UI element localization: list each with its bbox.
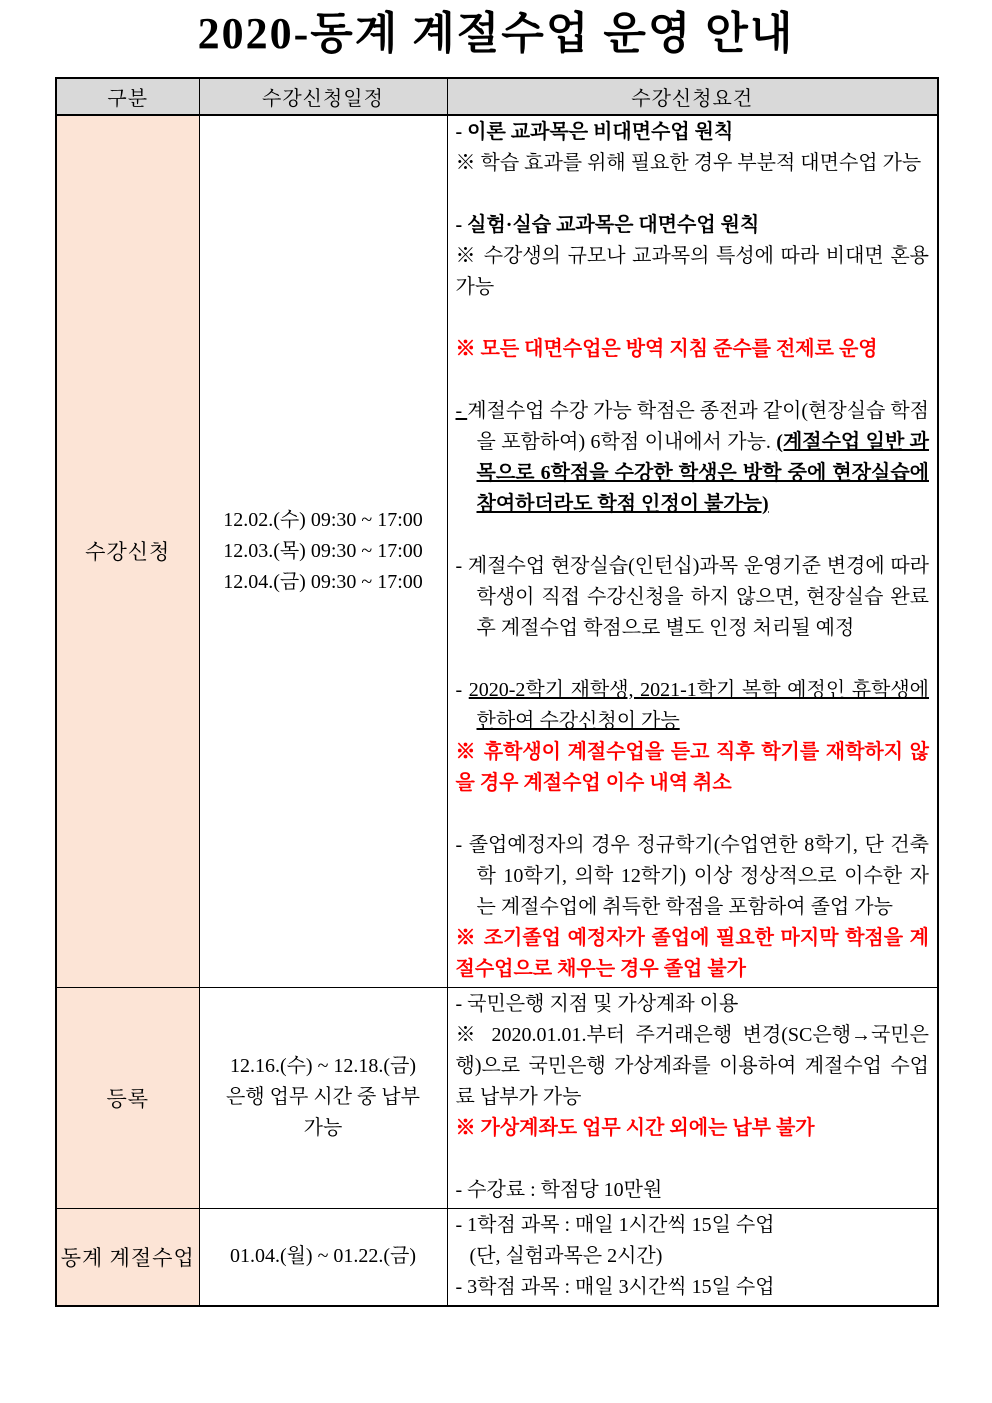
text-segment: (계절수업 일반 과목으로 6학점을 수강한 학생은 방학 중에 현장실습에 참여하더라도 학점 인정이 불가능) <box>476 430 929 515</box>
schedule-line: 12.02.(수) 09:30 ~ 17:00 <box>223 508 423 531</box>
text-segment: 2020-2학기 재학생, 2021-1학기 복학 예정인 휴학생에 한하여 수강신청이 가능 <box>468 678 929 732</box>
requirement-paragraph <box>456 241 930 303</box>
text-segment: - 실험·실습 교과목은 대면수업 원칙 <box>455 213 760 236</box>
text-segment: - 이론 교과목은 비대면수업 원칙 <box>455 120 734 143</box>
requirement-paragraph <box>456 1241 930 1272</box>
table-body <box>56 115 938 1306</box>
schedule-cell <box>199 115 447 988</box>
schedule-line: 12.16.(수) ~ 12.18.(금) <box>229 1055 417 1078</box>
text-segment: - 1학점 과목 : 매일 1시간씩 15일 수업 <box>455 1213 775 1236</box>
requirement-paragraph <box>456 830 930 923</box>
requirement-paragraph <box>456 1020 930 1113</box>
text-segment: - 졸업예정자의 경우 정규학기(수업연한 8학기, 단 건축학 10학기, 의학 12학기) 이상 정상적으로 이수한 자는 계절수업에 취득한 학점을 포함하여 졸업 가능 <box>455 833 929 918</box>
requirements-cell <box>447 1208 938 1306</box>
requirement-paragraph <box>456 117 930 148</box>
col-header-category: 구분 <box>56 78 199 115</box>
table-row <box>56 1208 938 1306</box>
text-segment: ※ 조기졸업 예정자가 졸업에 필요한 마지막 학점을 계절수업으로 채우는 경우 졸업 불가 <box>455 926 929 980</box>
winter-session-table <box>55 77 939 1307</box>
requirement-paragraph <box>456 737 930 799</box>
category-cell: 등록 <box>56 987 199 1208</box>
text-segment: - 계절수업 현장실습(인턴십)과목 운영기준 변경에 따라 학생이 직접 수강신청을 하지 않으면, 현장실습 완료 후 계절수업 학점으로 별도 인정 처리될 예정 <box>455 554 929 639</box>
requirement-paragraph <box>456 1272 930 1303</box>
paragraph-spacer <box>456 1144 930 1175</box>
requirement-paragraph <box>456 1175 930 1206</box>
text-segment: ※ 2020.01.01.부터 주거래은행 변경(SC은행→국민은행)으로 국민은행 가상계좌를 이용하여 계절수업 수업료 납부가 가능 <box>455 1023 929 1108</box>
paragraph-spacer <box>456 303 930 334</box>
paragraph-spacer <box>456 799 930 830</box>
table-row <box>56 987 938 1208</box>
schedule-line: 12.04.(금) 09:30 ~ 17:00 <box>223 570 423 593</box>
col-header-requirements: 수강신청요건 <box>447 78 938 115</box>
requirement-paragraph <box>456 551 930 644</box>
schedule-cell <box>199 1208 447 1306</box>
requirement-paragraph <box>456 923 930 985</box>
text-segment: 계절수업 수강 가능 학점은 종전과 같이(현장실습 학점을 포함하여) 6학점 이내에서 가능. <box>467 399 929 453</box>
requirement-paragraph <box>456 148 930 179</box>
requirement-paragraph <box>456 675 930 737</box>
header-row <box>56 78 938 115</box>
schedule-line: 가능 <box>303 1117 343 1140</box>
paragraph-spacer <box>456 644 930 675</box>
text-segment: - <box>455 678 469 701</box>
requirement-paragraph <box>456 989 930 1020</box>
table-row <box>56 115 938 988</box>
text-segment: - <box>455 399 468 422</box>
text-segment: ※ 모든 대면수업은 방역 지침 준수를 전제로 운영 <box>455 337 878 360</box>
requirements-cell <box>447 115 938 988</box>
requirement-paragraph <box>456 396 930 520</box>
text-segment: (단, 실험과목은 2시간) <box>469 1244 663 1267</box>
text-segment: ※ 휴학생이 계절수업을 듣고 직후 학기를 재학하지 않을 경우 계절수업 이수 내역 취소 <box>455 740 929 794</box>
requirement-paragraph <box>456 1210 930 1241</box>
schedule-line: 01.04.(월) ~ 01.22.(금) <box>229 1245 417 1268</box>
text-segment: ※ 가상계좌도 업무 시간 외에는 납부 불가 <box>455 1116 815 1139</box>
text-segment: ※ 수강생의 규모나 교과목의 특성에 따라 비대면 혼용 가능 <box>455 244 929 298</box>
col-header-schedule: 수강신청일정 <box>199 78 447 115</box>
paragraph-spacer <box>456 520 930 551</box>
paragraph-spacer <box>456 179 930 210</box>
page-title: 2020-동계 계절수업 운영 안내 <box>197 9 795 58</box>
text-segment: - 국민은행 지점 및 가상계좌 이용 <box>455 992 739 1015</box>
schedule-line: 은행 업무 시간 중 납부 <box>226 1086 420 1109</box>
category-cell: 동계 계절수업 <box>56 1208 199 1306</box>
requirement-paragraph <box>456 1113 930 1144</box>
paragraph-spacer <box>456 365 930 396</box>
requirement-paragraph <box>456 210 930 241</box>
text-segment: - 수강료 : 학점당 10만원 <box>455 1178 663 1201</box>
text-segment: - 3학점 과목 : 매일 3시간씩 15일 수업 <box>455 1275 775 1298</box>
category-cell: 수강신청 <box>56 115 199 988</box>
schedule-line: 12.03.(목) 09:30 ~ 17:00 <box>223 539 423 562</box>
requirement-paragraph <box>456 334 930 365</box>
text-segment: ※ 학습 효과를 위해 필요한 경우 부분적 대면수업 가능 <box>455 151 922 174</box>
requirements-cell <box>447 987 938 1208</box>
schedule-cell <box>199 987 447 1208</box>
